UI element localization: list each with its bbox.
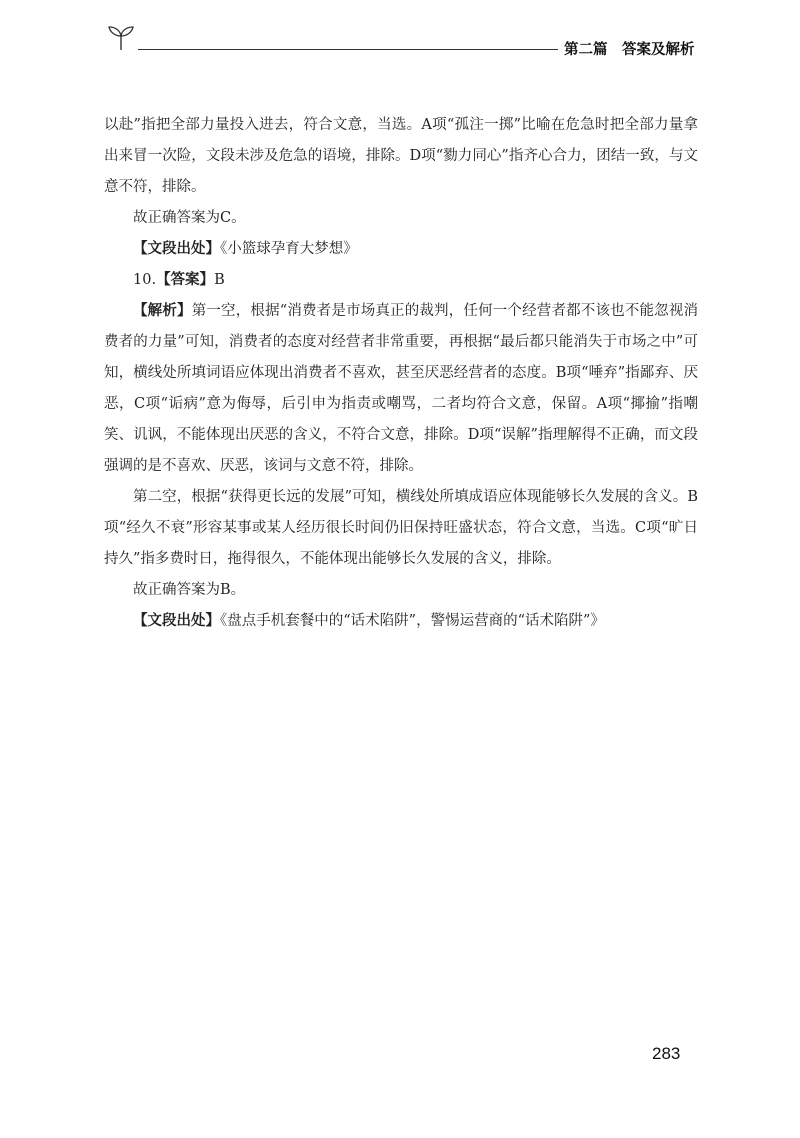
header-rule <box>138 49 558 50</box>
page-number: 283 <box>652 1044 681 1063</box>
running-header-title: 第二篇 答案及解析 <box>564 42 695 58</box>
answer-value: B <box>214 272 225 288</box>
answer-label: 【答案】 <box>156 272 215 288</box>
source-line-10 <box>104 606 698 637</box>
source-title: 《盘点手机套餐中的“话术陷阱”，警惕运营商的“话术陷阱”》 <box>220 613 605 629</box>
sprout-icon <box>106 24 136 52</box>
question-number: 10. <box>133 272 157 288</box>
page-header <box>0 0 800 70</box>
analysis-label: 【解析】 <box>133 303 192 319</box>
source-label: 【文段出处】 <box>133 241 220 257</box>
paragraph-explanation-continued: 以赴”指把全部力量投入进去，符合文意，当选。A项“孤注一掷”比喻在危急时把全部力量拿出来冒一次险，文段未涉及危急的语境，排除。D项“勠力同心”指齐心合力，团结一致，与文意不符，排除。 <box>104 117 698 195</box>
analysis-paragraph-second-blank: 第二空，根据“获得更长远的发展”可知，横线处所填成语应体现能够长久发展的含义。B项“经久不衰”形容某事或某人经历很长时间仍旧保持旺盛状态，符合文意，当选。C项“旷日持久”指多费时日，拖得很久，不能体现出能够长久发展的含义，排除。 <box>104 489 698 567</box>
answer-conclusion-10: 故正确答案为B。 <box>133 582 246 598</box>
answer-conclusion-9: 故正确答案为C。 <box>133 210 246 226</box>
answer-line-10 <box>104 265 698 296</box>
source-label: 【文段出处】 <box>133 613 220 629</box>
source-line-9 <box>104 234 698 265</box>
analysis-paragraph-first-blank <box>104 296 698 482</box>
analysis-text: 第一空，根据“消费者是市场真正的裁判，任何一个经营者都不该也不能忽视消费者的力量”可知，消费者的态度对经营者非常重要，再根据“最后都只能消失于市场之中”可知，横线处所填词语应体现出消费者不喜欢，甚至厌恶经营者的态度。B项“唾弃”指鄙弃、厌恶，C项“诟病”意为侮辱，后引申为指责或嘲骂，二者均符合文意，保留。A项“揶揄”指嘲笑、讥讽，不能体现出厌恶的含义，不符合文意，排除。D项“误解”指理解得不正确，而文段强调的是不喜欢、厌恶，该词与文意不符，排除。 <box>104 303 698 474</box>
source-title: 《小篮球孕育大梦想》 <box>220 241 358 257</box>
page-body <box>104 110 698 637</box>
